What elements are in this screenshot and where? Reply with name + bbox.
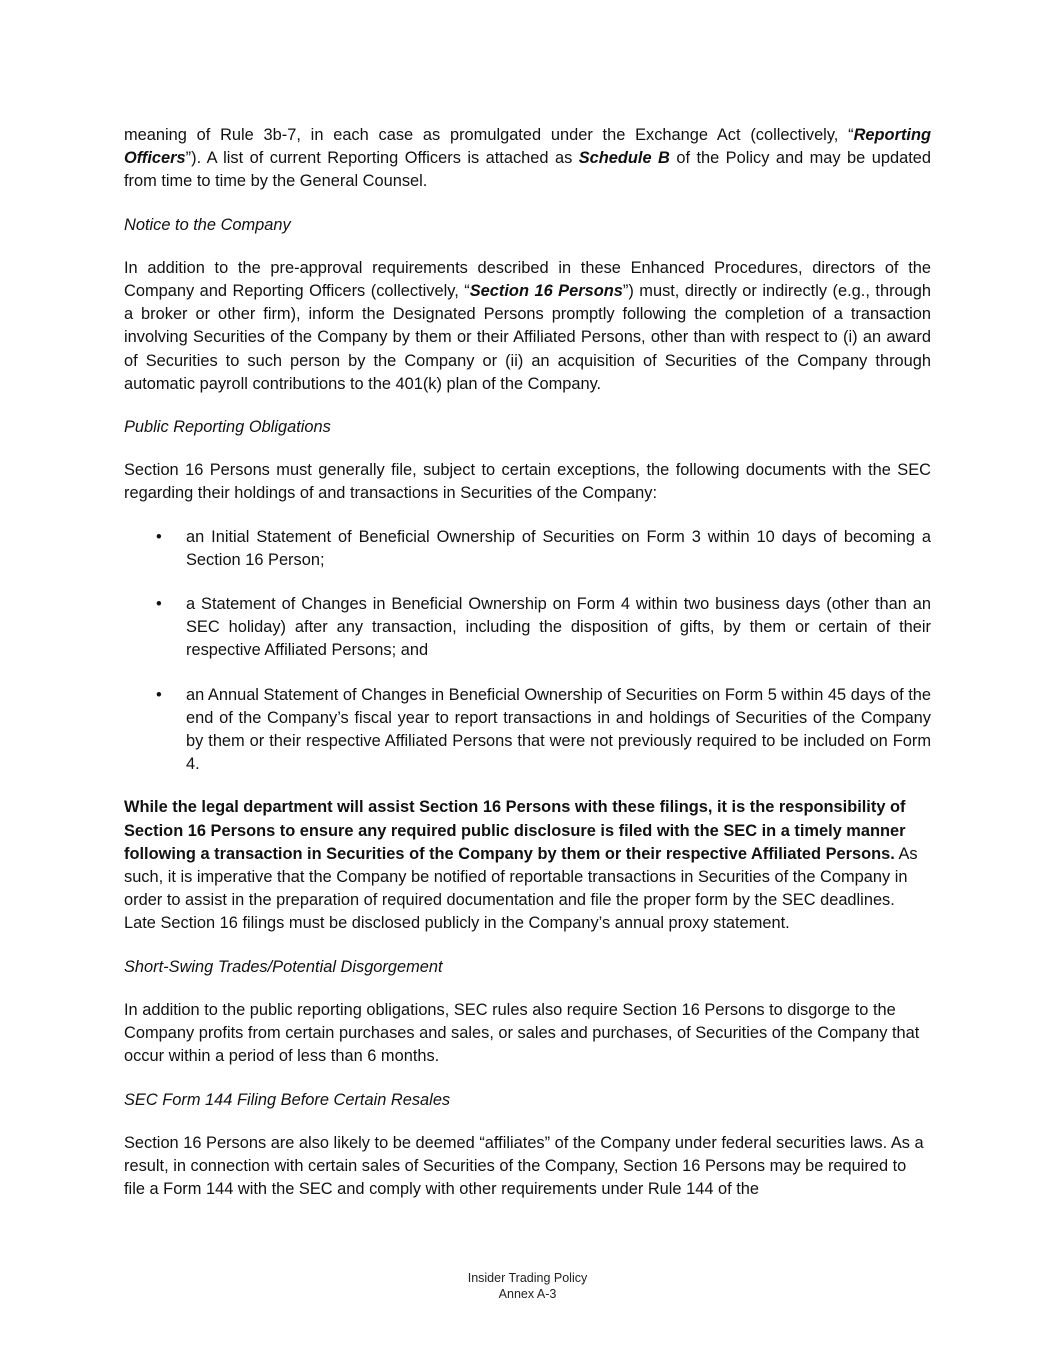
- heading-short-swing: Short-Swing Trades/Potential Disgorgement: [124, 957, 443, 976]
- footer-title: Insider Trading Policy: [467, 1271, 588, 1285]
- defined-term-section-16-persons: Section 16 Persons: [469, 282, 623, 301]
- bullet-list-forms: [124, 526, 931, 777]
- list-item: • a Statement of Changes in Beneficial Ownership on Form 4 within two business days (other than an SEC holiday) after any transaction, including the disposition of gifts, by them or certain of their respective Affiliated Persons; and: [156, 595, 931, 660]
- bold-responsibility-statement: While the legal department will assist Section 16 Persons with these filings, it is the responsibility of Section 16 Persons to ensure any required public disclosure is filed with the SEC in a timely manner following a transaction in Securities of the Company by them or their respective Affiliated Persons.: [124, 798, 906, 863]
- paragraph-short-swing: In addition to the public reporting obligations, SEC rules also require Section 16 Persons to disgorge to the Company profits from certain purchases and sales, or sales and purchases, of Securities of the Company that occur within a period of less than 6 months.: [124, 1000, 920, 1066]
- footer-page-number: Annex A-3: [498, 1287, 557, 1301]
- heading-public-reporting: Public Reporting Obligations: [124, 418, 331, 437]
- paragraph-form-144: Section 16 Persons are also likely to be deemed “affiliates” of the Company under federal securities laws. As a result, in connection with certain sales of Securities of the Company, Section 16 Persons may be required to file a Form 144 with the SEC and comply with other requirements under Rule 144 of the: [124, 1133, 924, 1199]
- document-body: [124, 124, 931, 1221]
- list-item: • an Annual Statement of Changes in Beneficial Ownership of Securities on Form 5 within 45 days of the end of the Company’s fiscal year to report transactions in and holdings of Securities of the Company by them or their respective Affiliated Persons that were not previously required to be included on Form 4.: [156, 685, 931, 774]
- page-footer: [0, 1270, 1055, 1302]
- bullet-icon: •: [156, 685, 162, 704]
- paragraph-public-reporting: Section 16 Persons must generally file, subject to certain exceptions, the following documents with the SEC regarding their holdings of and transactions in Securities of the Company:: [124, 461, 931, 503]
- bullet-icon: •: [156, 595, 162, 614]
- heading-notice-to-company: Notice to the Company: [124, 215, 291, 234]
- heading-form-144: SEC Form 144 Filing Before Certain Resales: [124, 1090, 451, 1109]
- paragraph-filing-responsibility: While the legal department will assist Section 16 Persons with these filings, it is the responsibility of Section 16 Persons to ensure any required public disclosure is filed with the SEC in a timely manner following a transaction in Securities of the Company by them or their respective Affiliated Persons. As such, it is imperative that the Company be notified of reportable transactions in Securities of the Company in order to assist in the preparation of required documentation and file the proper form by the SEC deadlines. Late Section 16 filings must be disclosed publicly in the Company’s annual proxy statement.: [124, 798, 918, 933]
- defined-term-schedule-b: Schedule B: [578, 149, 670, 168]
- defined-term-reporting-officers: Reporting Officers: [124, 126, 931, 168]
- list-item: • an Initial Statement of Beneficial Ownership of Securities on Form 3 within 10 days of becoming a Section 16 Person;: [156, 527, 931, 569]
- bullet-icon: •: [156, 527, 162, 546]
- paragraph-reporting-officers: meaning of Rule 3b-7, in each case as promulgated under the Exchange Act (collectively, “Reporting Officers”). A list of current Reporting Officers is attached as Schedule B of the Policy and may be updated from time to time by the General Counsel.: [124, 126, 931, 191]
- paragraph-notice: In addition to the pre-approval requirements described in these Enhanced Procedures, directors of the Company and Reporting Officers (collectively, “Section 16 Persons”) must, directly or indirectly (e.g., through a broker or other firm), inform the Designated Persons promptly following the completion of a transaction involving Securities of the Company by them or their Affiliated Persons, other than with respect to (i) an award of Securities to such person by the Company or (ii) an acquisition of Securities of the Company through automatic payroll contributions to the 401(k) plan of the Company.: [124, 258, 931, 393]
